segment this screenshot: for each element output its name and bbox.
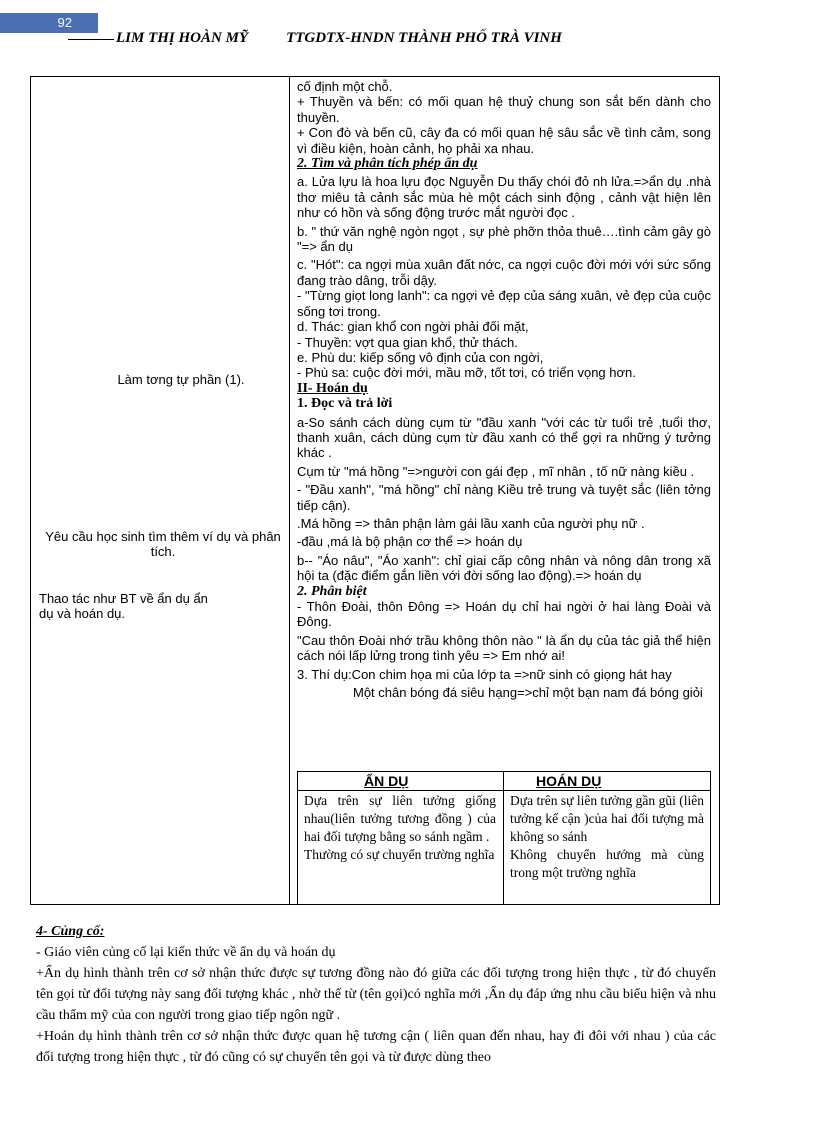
content-line: b-- "Áo nâu", "Áo xanh": chỉ giai cấp công nhân và nông dân trong xã hội ta (đặc điểm gắn liền với đời sống lao động).=> hoán dụ [297, 552, 711, 584]
content-line: - "Đầu xanh", "má hồng" chỉ nàng Kiều trẻ trung và tuyệt sắc (liên tởng tiếp cận). [297, 482, 711, 513]
an-du-cell [304, 792, 496, 864]
section-heading: 2. Tìm và phân tích phép ẩn dụ [297, 156, 478, 172]
comparison-header-rule [298, 790, 710, 791]
column-divider [289, 77, 290, 904]
content-line: -đầu ,má là bộ phận cơ thể => hoán dụ [297, 534, 523, 550]
hoan-du-definition: Dựa trên sự liên tưởng gần gũi (liên tưởng kế cận )của hai đối tượng mà không so sánh [510, 793, 704, 844]
lesson-table [30, 76, 720, 905]
content-column [297, 79, 711, 700]
left-note-1: Làm tơng tự phần (1). [117, 372, 245, 387]
hoan-du-heading: HOÁN DỤ [536, 773, 602, 789]
content-line: a. Lửa lựu là hoa lựu đọc Nguyễn Du thấy chói đỏ nh lửa.=>ẩn dụ .nhà thơ miêu tả cảnh sắc mùa hè một cách sinh động , cảnh vật hiện lên như có hồn và sống động trước mắt người đọc . [297, 174, 711, 221]
sub-heading: 2. Phân biệt [297, 583, 367, 599]
content-line: Một chân bóng đá siêu hạng=>chỉ một bạn nam đá bóng giỏi [353, 685, 703, 701]
teacher-activity-column [31, 77, 289, 904]
content-line: d. Thác: gian khổ con ngời phải đối mặt, [297, 319, 529, 335]
header-school: TTGDTX-HNDN THÀNH PHỐ TRÀ VINH [286, 30, 562, 46]
header-rule [68, 39, 114, 40]
header-author: LIM THỊ HOÀN MỸ [116, 30, 249, 46]
content-line: - "Từng giọt long lanh": ca ngợi vẻ đẹp của sáng xuân, vẻ đẹp của cuộc sống tơi trong. [297, 288, 711, 319]
content-line: e. Phù du: kiếp sống vô định của con ngời, [297, 349, 544, 365]
hoan-du-note: Không chuyển hướng mà cùng trong một trường nghĩa [510, 847, 704, 880]
content-line: c. "Hót": ca ngợi mùa xuân đất nớc, ca ngợi cuộc đời mới với sức sống đang trào dâng, trỗi dậy. [297, 257, 711, 288]
an-du-heading: ẨN DỤ [364, 773, 409, 789]
consolidation-title: 4- Củng cố: [36, 924, 105, 939]
comparison-divider [503, 772, 504, 905]
page-number: 92 [0, 13, 98, 33]
content-line: Cụm từ "má hồng "=>người con gái đẹp , mĩ nhân , tố nữ nàng kiều . [297, 463, 695, 479]
content-line: .Má hồng => thân phận làm gái lầu xanh của người phụ nữ . [297, 515, 645, 531]
comparison-table [297, 771, 711, 905]
content-line: + Thuyền và bến: có mối quan hệ thuỷ chung son sắt bến dành cho thuyền. [297, 94, 711, 125]
section-heading: II- Hoán dụ [297, 380, 368, 396]
content-line: a-So sánh cách dùng cụm từ "đầu xanh "với các từ tuổi trẻ ,tuổi thơ, thanh xuân, cách dùng cụm từ đầu xanh có thể gợi ra những ý tưởng khác . [297, 414, 711, 461]
consolidation-paragraph: +Ẩn dụ hình thành trên cơ sở nhận thức được sự tương đồng nào đó giữa các đối tượng trong hiện thực , từ đó chuyển tên gọi từ đối tượng này sang đối tượng khác , nhờ thế từ (tên gọi)có nghĩa mới ,Ẩn dụ đáp ứng nhu cầu biểu hiện và nhu cầu thẩm mỹ của con người trong giao tiếp ngôn ngữ . [36, 966, 716, 1023]
content-line: + Con đò và bến cũ, cây đa có mối quan hệ sâu sắc về tình cảm, song vì điều kiện, hoàn cảnh, họ phải xa nhau. [297, 125, 711, 156]
content-line: "Cau thôn Đoài nhớ trầu không thôn nào " là ẩn dụ của tác giả thể hiện cách nói lấp lửng trong tình yêu => Em nhớ ai! [297, 632, 711, 664]
an-du-note: Thường có sự chuyển trường nghĩa [304, 847, 495, 862]
sub-heading: 1. Đọc và trả lời [297, 396, 393, 412]
content-line: - Thuyền: vợt qua gian khổ, thử thách. [297, 334, 518, 350]
content-line: cố định một chỗ. [297, 79, 393, 94]
content-line: - Phù sa: cuộc đời mới, mầu mỡ, tốt tơi, có triển vọng hơn. [297, 365, 636, 381]
consolidation-section [36, 921, 716, 1068]
left-note-3: Thao tác như BT về ẩn dụ ẩn dụ và hoán dụ. [39, 591, 208, 621]
consolidation-line: - Giáo viên củng cố lại kiến thức về ẩn dụ và hoán dụ [36, 945, 336, 960]
an-du-definition: Dựa trên sự liên tưởng giống nhau(liên tưởng tương đồng ) của hai đối tượng bằng so sánh ngầm . [304, 793, 496, 844]
hoan-du-cell [510, 792, 704, 882]
content-line: 3. Thí dụ:Con chim họa mi của lớp ta =>nữ sinh có giọng hát hay [297, 666, 672, 682]
page-header [68, 30, 562, 47]
content-line: - Thôn Đoài, thôn Đông => Hoán dụ chỉ hai ngời ở hai làng Đoài và Đông. [297, 599, 711, 630]
left-note-2: Yêu cầu học sinh tìm thêm ví dụ và phân tích. [45, 529, 281, 559]
consolidation-paragraph: +Hoán dụ hình thành trên cơ sở nhận thức được quan hệ tương cận ( liên quan đến nhau, hay đi đôi với nhau ) của các đối tượng trong hiện thực , từ đó cũng có sự chuyển tên gọi và từ được dùng theo [36, 1029, 716, 1065]
content-line: b. " thứ văn nghệ ngòn ngọt , sự phè phỡn thỏa thuê….tình cảm gây gò "=> ẩn dụ [297, 223, 711, 255]
